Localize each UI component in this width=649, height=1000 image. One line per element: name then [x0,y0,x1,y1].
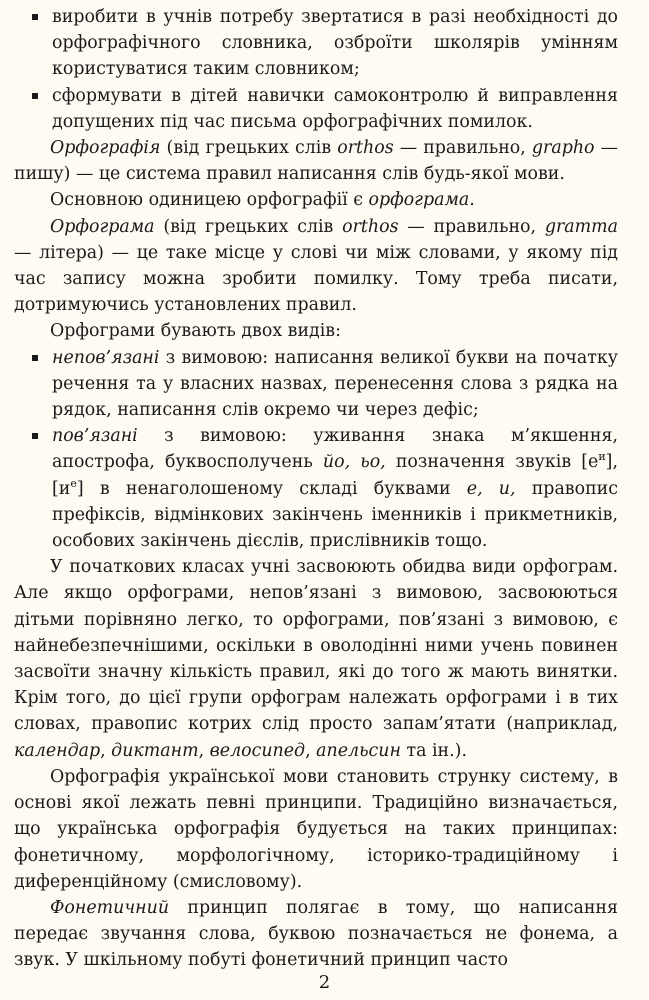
term-orfograma-def: Орфограма [50,216,155,237]
term-nepovyazani: непов’язані [52,347,160,368]
paragraph-basic-unit: Основною одиницею орфографії є орфограма. [50,190,475,211]
term-povyazani: пов’язані [52,426,138,447]
term-orfograma: орфограма [368,190,470,211]
term-fonetychnyi: Фонетичний [50,897,170,918]
greek-word-orthos-2: orthos [342,216,399,237]
bullet-item-related: пов’язані з вимовою: уживання знака м’якшення, апострофа, буквосполучень йо, ьо, позначення звуків $[е^и]$, $[и^е]$ в ненаголошеному складі буквами е, и, правопис префіксів, відмінкових закінчень іменників і прикметників, особових закінчень дієслів, прислівників тощо. [14,423,618,554]
example-letter-combos: йо, ьо, [322,452,386,473]
greek-word-gramma: gramma [544,216,618,237]
greek-word-orthos: orthos [337,138,394,159]
paragraph-orthography-system: Орфографія української мови становить струнку систему, в основі якої лежать певні принципи. Традиційно визначається, що українська орфографія будується на таких принципах: фонетичному, морфологічному, історико-традиційному і диференційному (смисловому). [14,766,618,892]
example-diktant: диктант [111,740,199,761]
example-velosiped: велосипед [209,740,306,761]
bullet-item-unrelated: непов’язані з вимовою: написання великої букви на початку речення та у власних назвах, перенесення слова з рядка на рядок, написання слів окремо чи через дефіс; [14,345,618,424]
bullet-item-dictionary: виробити в учнів потребу звертатися в разі необхідності до орфографічного словника, озброїти школярів умінням користуватися таким словником; [14,4,618,83]
paragraph-primary-classes: У початкових класах учні засвоюють обидва види орфограм. Але якщо орфограми, непов’язані з вимовою, засвоюються дітьми порівняно легко, то орфограми, пов’язані з вимовою, є найнебезпечнішими, оскільки в оволодінні ними учень повинен засвоїти значну кількість правил, які до того ж мають винятки. Крім того, до цієї групи орфограм належать орфограми і в тих словах, правопис котрих слід просто запам’ятати (наприклад, календар, диктант, велосипед, апельсин та ін.). [14,557,618,761]
page-number: 2 [318,972,331,993]
term-orfografiya: Орфографія [50,138,161,159]
superscript-e: е [70,476,77,490]
paragraph-orthography-definition: Орфографія (від грецьких слів orthos — правильно, grapho — пишу) — це система правил написання слів будь-якої мови. [14,138,618,185]
example-letters: е, и, [466,478,516,499]
paragraph-phonetic-principle: Фонетичний принцип полягає в тому, що написання передає звучання слова, буквою позначається не фонема, а звук. У шкільному побуті фонетичний принцип часто [14,897,618,971]
body-text [14,4,618,974]
greek-word-grapho: grapho [531,138,595,159]
example-apelsin: апельсин [316,740,401,761]
paragraph-orthogram-definition: Орфограма (від грецьких слів orthos — правильно, gramma — літера) — це таке місце у слові чи між словами, у якому під час запису можна зробити помилку. Тому треба писати, дотримуючись установлених правил. [14,216,618,316]
paragraph-two-types: Орфограми бувають двох видів: [50,321,341,342]
example-kalendar: календар [14,740,101,761]
superscript-i: и [598,450,606,464]
bullet-item-self-control: сформувати в дітей навички самоконтролю й виправлення допущених під час письма орфографічних помилок. [14,83,618,135]
